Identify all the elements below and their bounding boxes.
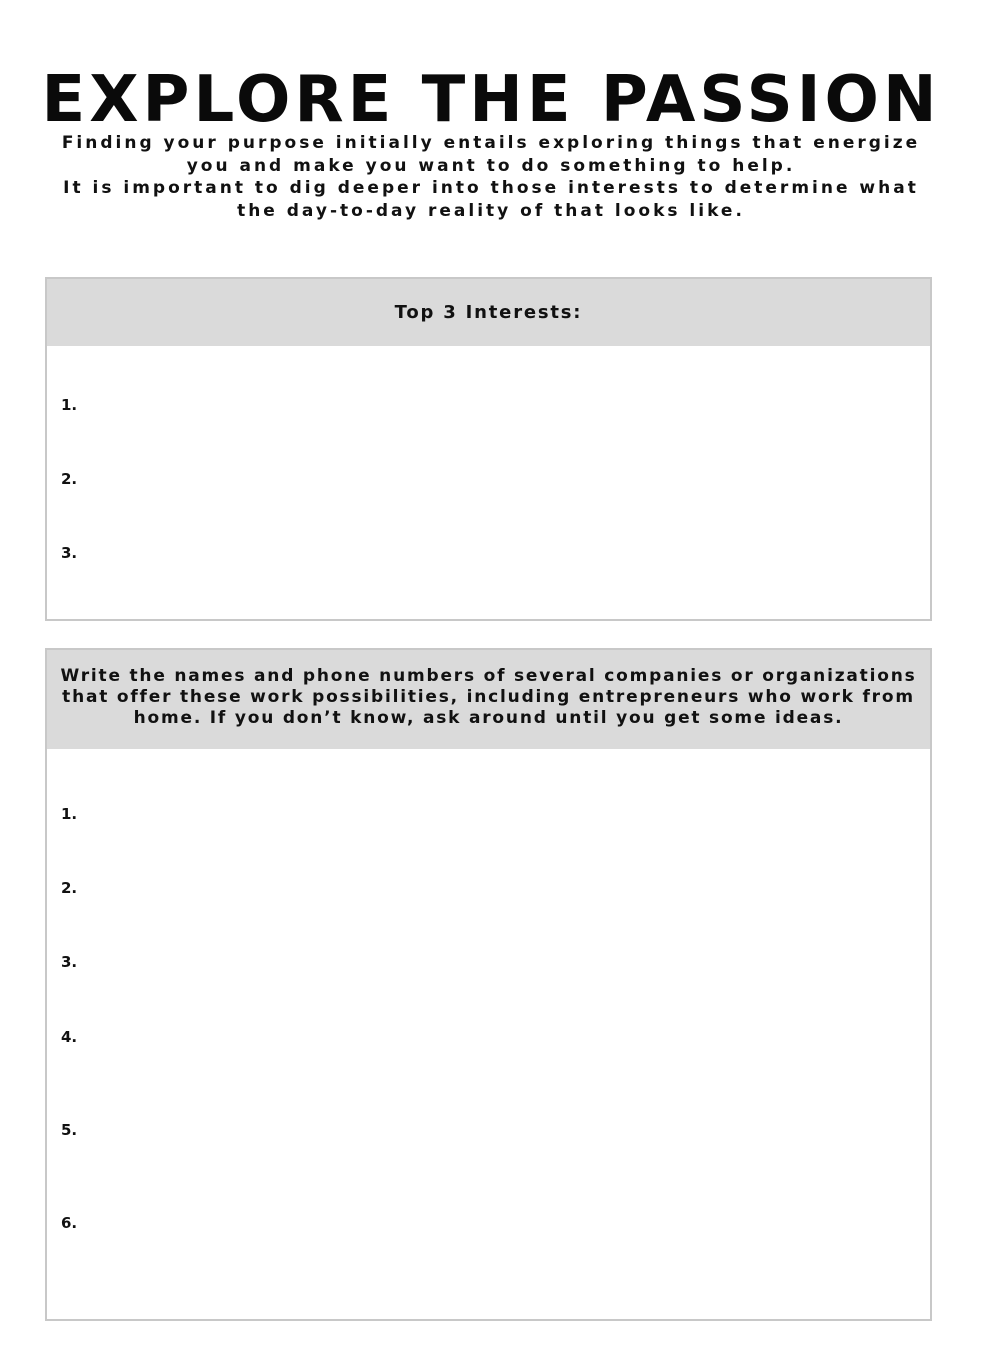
companies-header-line: Write the names and phone numbers of several companies or organizations [60, 666, 917, 686]
top-interests-box [45, 277, 932, 621]
companies-header-line: home. If you don’t know, ask around until you get some ideas. [133, 708, 844, 728]
intro-line: you and make you want to do something to help. [186, 155, 796, 176]
company-item-3[interactable]: 3. [61, 953, 78, 971]
interest-item-2[interactable]: 2. [61, 470, 78, 488]
company-item-6[interactable]: 6. [61, 1214, 78, 1232]
interest-item-1[interactable]: 1. [61, 396, 78, 414]
companies-header [47, 650, 930, 749]
interest-item-3[interactable]: 3. [61, 544, 78, 562]
company-item-4[interactable]: 4. [61, 1028, 78, 1046]
intro-text [60, 132, 922, 222]
intro-line: Finding your purpose initially entails exploring things that energize [61, 133, 921, 153]
companies-header-line: that offer these work possibilities, including entrepreneurs who work from [62, 687, 915, 707]
intro-line: It is important to dig deeper into those interests to determine what [63, 178, 919, 198]
top-interests-header: Top 3 Interests: [47, 279, 930, 346]
companies-box [45, 648, 932, 1321]
company-item-5[interactable]: 5. [61, 1121, 78, 1139]
intro-line: the day-to-day reality of that looks like. [237, 200, 745, 221]
company-item-2[interactable]: 2. [61, 879, 78, 897]
page-title: EXPLORE THE PASSION [41, 62, 941, 137]
company-item-1[interactable]: 1. [61, 805, 78, 823]
